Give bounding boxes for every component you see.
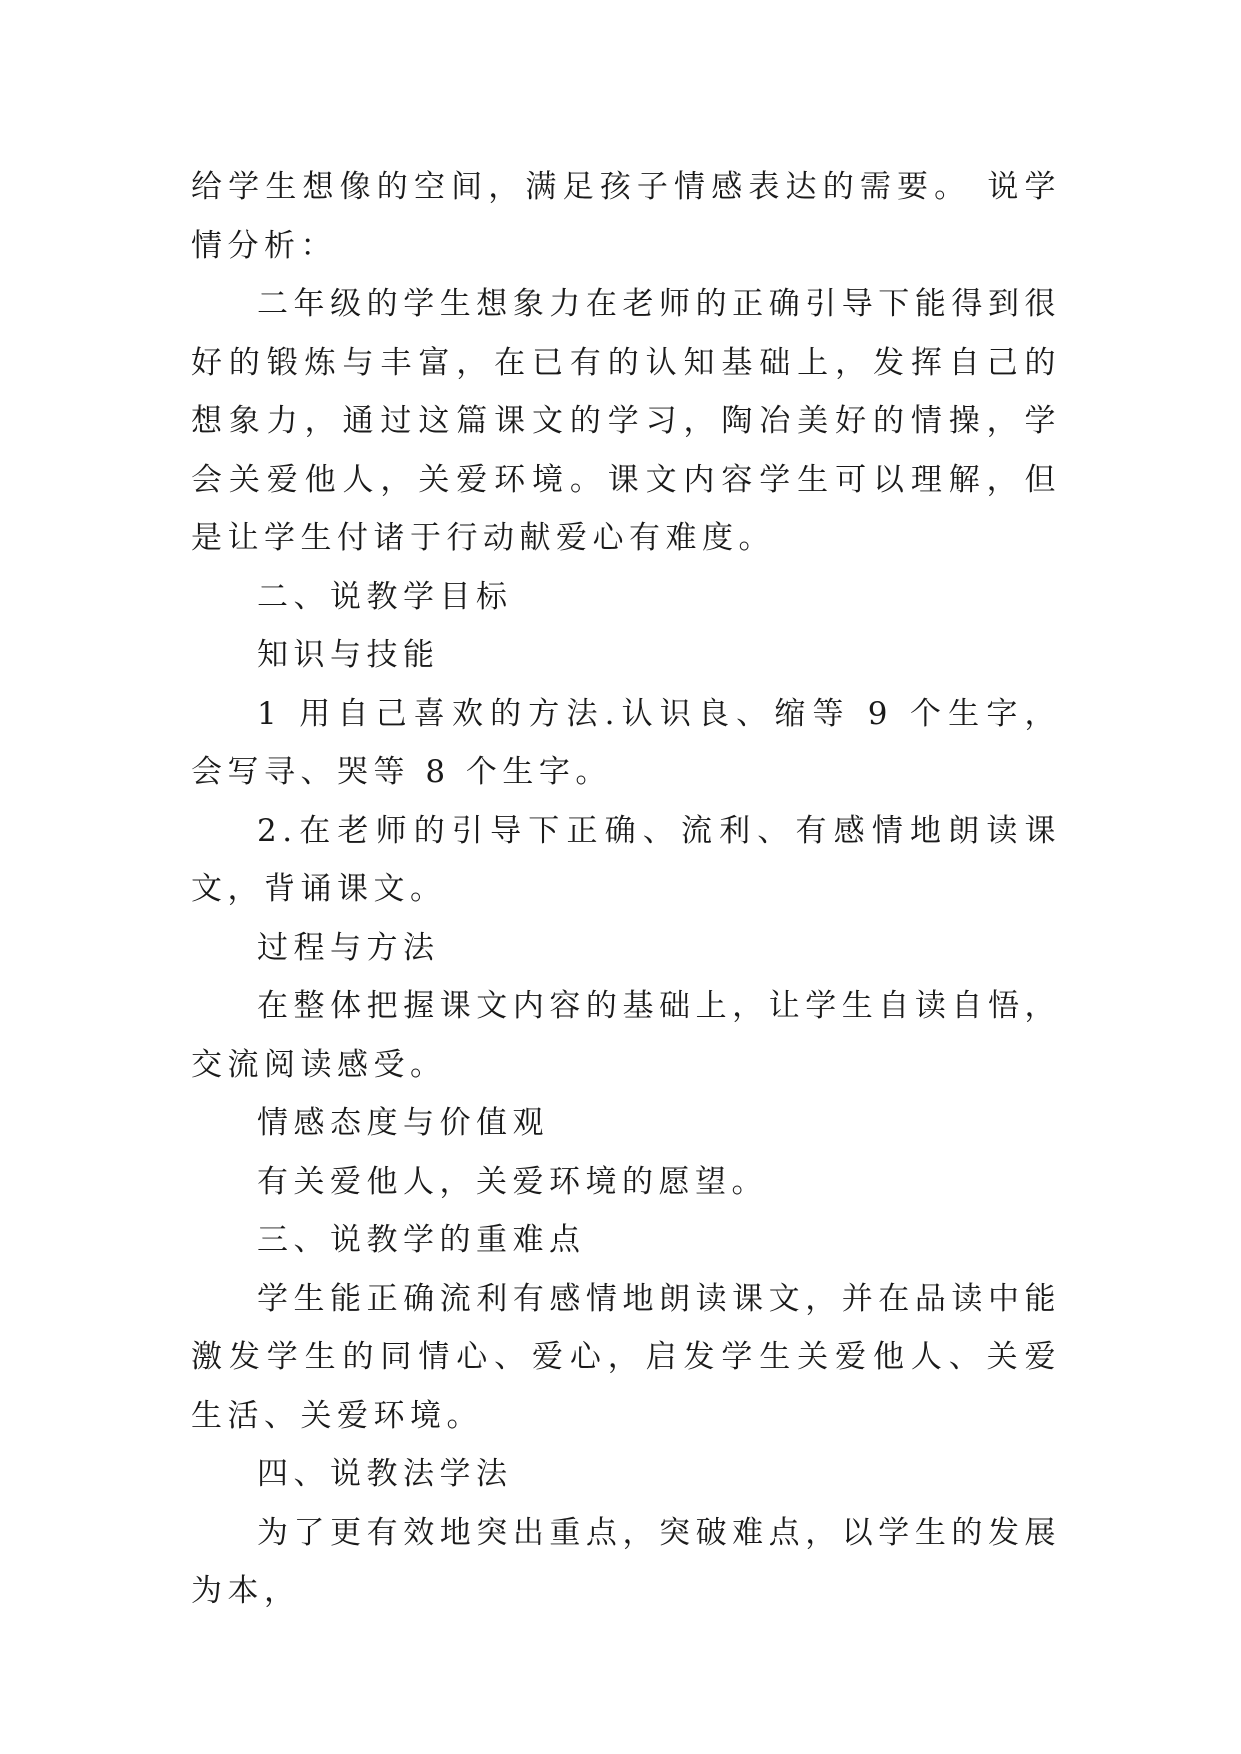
document-body: [191, 158, 1061, 1621]
subheading-knowledge-skills: 知识与技能: [257, 637, 440, 673]
paragraph-process-method: 在整体把握课文内容的基础上，让学生自读自悟，交流阅读感受。: [191, 988, 1061, 1083]
paragraph-emotion-values: 有关爱他人，关爱环境的愿望。: [257, 1163, 768, 1200]
subheading-process-method: 过程与方法: [257, 929, 440, 966]
heading-key-difficulties: 三、说教学的重难点: [257, 1222, 586, 1258]
paragraph-goal-1: 1 用自己喜欢的方法.认识良、缩等 9 个生字，会写寻、哭等 8 个生字。: [191, 695, 1061, 790]
paragraph-teaching-methods: 为了更有效地突出重点，突破难点，以学生的发展为本，: [191, 1514, 1061, 1609]
heading-teaching-methods: 四、说教法学法: [257, 1456, 513, 1492]
paragraph-student-analysis: 二年级的学生想象力在老师的正确引导下能得到很好的锻炼与丰富，在已有的认知基础上，发挥自己的想象力，通过这篇课文的学习，陶冶美好的情操，学会关爱他人，关爱环境。课文内容学生可以理解，但是让学生付诸于行动献爱心有难度。: [191, 286, 1061, 556]
paragraph-goal-2: 2.在老师的引导下正确、流利、有感情地朗读课文，背诵课文。: [191, 812, 1061, 907]
paragraph-intro: 给学生想像的空间，满足孩子情感表达的需要。 说学情分析：: [191, 169, 1061, 264]
heading-teaching-goals: 二、说教学目标: [257, 578, 513, 615]
subheading-emotion-values: 情感态度与价值观: [257, 1105, 549, 1141]
paragraph-key-difficulties: 学生能正确流利有感情地朗读课文，并在品读中能激发学生的同情心、爱心，启发学生关爱他人、关爱生活、关爱环境。: [191, 1280, 1061, 1434]
